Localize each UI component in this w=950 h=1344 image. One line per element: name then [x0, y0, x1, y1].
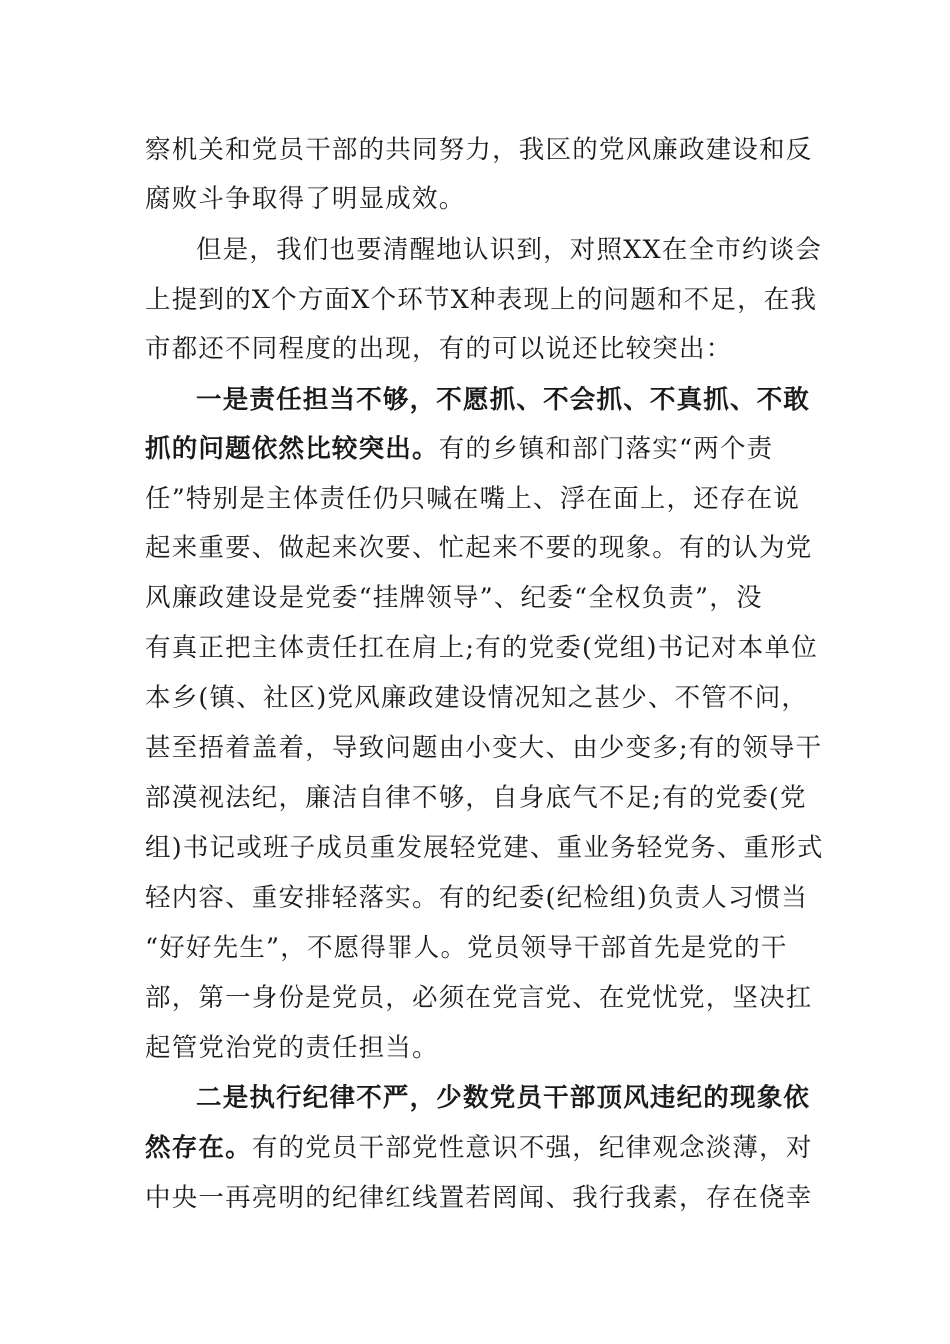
bold-heading-text: 然存在。 [145, 1133, 252, 1163]
body-text: 起来重要、做起来次要、忙起来不要的现象。有的认为党 [145, 533, 813, 563]
text-line [145, 526, 813, 570]
body-text: 有真正把主体责任扛在肩上;有的党委(党组)书记对本单位 [145, 633, 818, 663]
text-line [145, 876, 809, 920]
text-line [145, 626, 818, 670]
bold-heading-text: 抓的问题依然比较突出。 [145, 434, 439, 464]
text-line [145, 976, 813, 1020]
text-line [145, 278, 818, 322]
body-text: 甚至捂着盖着，导致问题由小变大、由少变多;有的领导干 [145, 733, 823, 763]
body-text: 部漠视法纪，廉洁自律不够，自身底气不足;有的党委(党 [145, 783, 807, 813]
body-text: 风廉政建设是党委“挂牌领导”、纪委“全权负责”，没 [145, 583, 763, 613]
bold-heading-text: 二是执行纪律不严，少数党员干部顶风违纪的现象依 [196, 1083, 811, 1113]
text-line [145, 477, 805, 521]
body-text: 市都还不同程度的出现，有的可以说还比较突出： [145, 334, 733, 364]
bold-heading-text: 一是责任担当不够，不愿抓、不会抓、不真抓、不敢 [196, 385, 811, 415]
body-text: 组)书记或班子成员重发展轻党建、重业务轻党务、重形式 [145, 833, 824, 863]
body-text: 察机关和党员干部的共同努力，我区的党风廉政建设和反 [145, 135, 813, 165]
body-text: 轻内容、重安排轻落实。有的纪委(纪检组)负责人习惯当 [145, 883, 809, 913]
text-line [145, 726, 823, 770]
text-line [145, 576, 805, 620]
text-line [145, 676, 809, 720]
text-line [145, 177, 805, 221]
text-line [145, 1126, 813, 1170]
text-line [145, 427, 805, 471]
text-line [145, 826, 824, 870]
body-text: “好好先生”，不愿得罪人。党员领导干部首先是党的干 [145, 933, 788, 963]
text-line [196, 378, 811, 422]
text-line [145, 1026, 805, 1070]
body-text: 有的乡镇和部门落实“两个责 [438, 434, 774, 464]
text-line [145, 926, 805, 970]
text-line [145, 776, 805, 820]
body-text: 腐败斗争取得了明显成效。 [145, 184, 466, 214]
text-line [145, 1176, 813, 1220]
body-text: 有的党员干部党性意识不强，纪律观念淡薄，对 [251, 1133, 813, 1163]
body-text: 上提到的X个方面X个环节X种表现上的问题和不足，在我 [145, 285, 818, 315]
text-line [145, 128, 813, 172]
body-text: 本乡(镇、社区)党风廉政建设情况知之甚少、不管不问， [145, 683, 809, 713]
body-text: 任”特别是主体责任仍只喊在嘴上、浮在面上，还存在说 [145, 484, 801, 514]
text-line [196, 1076, 811, 1120]
body-text: 中央一再亮明的纪律红线置若罔闻、我行我素，存在侥幸 [145, 1183, 813, 1213]
text-line [196, 228, 823, 272]
body-text: 起管党治党的责任担当。 [145, 1033, 439, 1063]
body-text: 部，第一身份是党员，必须在党言党、在党忧党，坚决扛 [145, 983, 813, 1013]
body-text: 但是，我们也要清醒地认识到，对照XX在全市约谈会 [196, 235, 823, 265]
text-line [145, 327, 805, 371]
